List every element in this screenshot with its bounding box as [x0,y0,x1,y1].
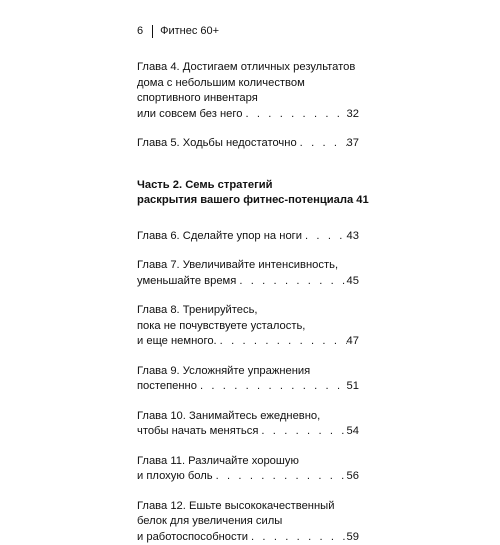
toc-entry-line: чтобы начать меняться [137,424,258,440]
toc-entry-line: Глава 6. Сделайте упор на ноги [137,229,302,245]
toc-entry-line: или совсем без него [137,107,242,123]
dot-leader [213,469,347,485]
toc-page-number: 43 [347,229,359,245]
toc-entry-line: и еще немного. [137,334,217,350]
toc-entry-line: раскрытия вашего фитнес-потенциала [137,193,353,209]
toc-entry-line: Глава 9. Усложняйте упражнения [137,364,359,380]
toc-entry-line: Глава 12. Ешьте высококачественный [137,499,359,515]
page-number: 6 [137,24,143,38]
toc-page-number: 51 [347,379,359,395]
dot-leader [217,334,347,350]
toc-entry-chapter-7[interactable] [137,258,359,289]
toc-entry-line: белок для увеличения силы [137,514,359,530]
toc-entry-line: Глава 5. Ходьбы недостаточно [137,136,297,152]
toc-entry-chapter-8[interactable] [137,303,359,350]
toc-entry-line: Глава 8. Тренируйтесь, [137,303,359,319]
dot-leader [297,136,347,152]
toc-page-number: 45 [347,274,359,290]
toc-entry-line: и плохую боль [137,469,213,485]
toc-page-number: 54 [347,424,359,440]
toc-entry-chapter-12[interactable] [137,499,359,545]
toc-entry-chapter-9[interactable] [137,364,359,395]
running-title: Фитнес 60+ [160,24,219,38]
dot-leader [197,379,347,395]
toc-entry-line: Часть 2. Семь стратегий [137,178,359,194]
dot-leader [242,107,346,123]
table-of-contents [137,60,359,545]
toc-entry-line: дома с небольшим количеством [137,76,359,92]
header-divider [152,25,153,38]
toc-entry-chapter-10[interactable] [137,409,359,440]
toc-page-number: 59 [347,530,359,545]
toc-entry-chapter-5[interactable] [137,136,359,152]
toc-entry-chapter-6[interactable] [137,229,359,245]
dot-leader [248,530,347,545]
dot-leader [258,424,346,440]
toc-entry-line: и работоспособности [137,530,248,545]
toc-entry-line: Глава 4. Достигаем отличных результатов [137,60,359,76]
toc-page-number: 32 [347,107,359,123]
toc-entry-line: Глава 10. Занимайтесь ежедневно, [137,409,359,425]
toc-page-number: 56 [347,469,359,485]
running-header [137,24,219,38]
toc-entry-line: уменьшайте время [137,274,236,290]
toc-entry-chapter-4[interactable] [137,60,359,122]
toc-entry-line: спортивного инвентаря [137,91,359,107]
toc-page-number: 47 [347,334,359,350]
toc-page-number: 41 [356,193,368,209]
toc-entry-part-2[interactable] [137,178,359,209]
toc-entry-chapter-11[interactable] [137,454,359,485]
toc-entry-line: Глава 11. Различайте хорошую [137,454,359,470]
dot-leader [236,274,346,290]
dot-leader [302,229,347,245]
toc-entry-line: постепенно [137,379,197,395]
toc-page-number: 37 [347,136,359,152]
toc-entry-line: Глава 7. Увеличивайте интенсивность, [137,258,359,274]
toc-entry-line: пока не почувствуете усталость, [137,319,359,335]
